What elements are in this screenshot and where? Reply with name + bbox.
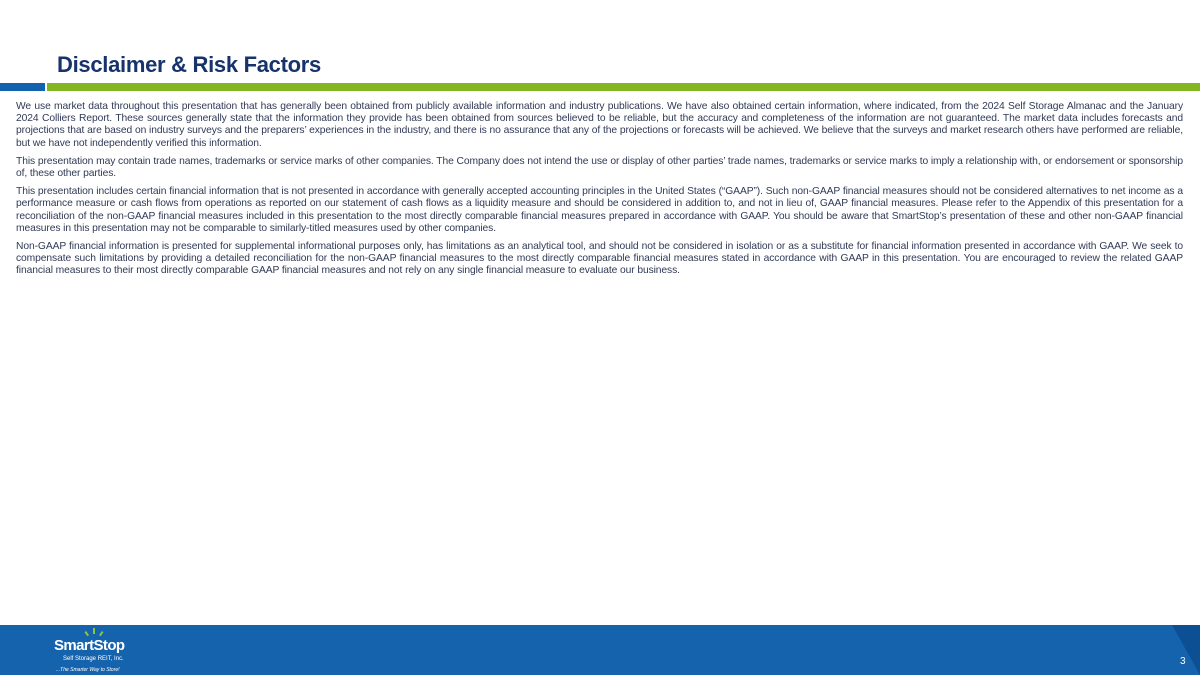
footer-bar — [0, 625, 1200, 675]
title-rule-green — [47, 83, 1200, 91]
page-title: Disclaimer & Risk Factors — [57, 52, 321, 77]
logo-tagline: ...The Smarter Way to Store! — [56, 667, 120, 673]
paragraph-market-data: We use market data throughout this presentation that has generally been obtained from publicly available information and industry publications. We have also obtained certain information, where indicated, from the 2024 Self Storage Almanac and the January 2024 Colliers Report. These sources generally state that the information they provide has been obtained from sources believed to be reliable, but the accuracy and completeness of the information are not guaranteed. The market data includes forecasts and projections that are based on industry surveys and the preparers’ experiences in the industry, and there is no assurance that any of the projections or forecasts will be achieved. We believe that the surveys and market research others have performed are reliable, but we have not independently verified this information. — [16, 101, 1183, 149]
paragraph-non-gaap-limitations: Non-GAAP financial information is presented for supplemental informational purposes only, has limitations as an analytical tool, and should not be considered in isolation or as a substitute for financial information presented in accordance with GAAP. We seek to compensate such limitations by providing a detailed reconciliation for the non-GAAP financial measures to the most directly comparable financial measures stated in accordance with GAAP in this presentation. You are encouraged to review the related GAAP financial measures to their most directly comparable GAAP financial measures and not rely on any single financial measure to evaluate our business. — [16, 241, 1183, 277]
logo-company-name: Self Storage REIT, Inc. — [63, 656, 124, 662]
logo-wordmark: SmartStop — [54, 637, 125, 654]
smartstop-logo — [54, 628, 174, 674]
paragraph-trademarks: This presentation may contain trade names, trademarks or service marks of other companies. The Company does not intend the use or display of other parties’ trade names, trademarks or service marks to imply a relationship with, or endorsement or sponsorship of, these other parties. — [16, 155, 1183, 180]
paragraph-non-gaap: This presentation includes certain financial information that is not presented in accordance with generally accepted accounting principles in the United States (“GAAP”). Such non-GAAP financial measures should not be considered alternatives to net income as a performance measure or cash flows from operations as reported on our statement of cash flows as a liquidity measure and should be considered in addition to, and not in lieu of, GAAP financial measures. Please refer to the Appendix of this presentation for a reconciliation of the non-GAAP financial measures included in this presentation to the most directly comparable financial measures prepared in accordance with GAAP. You should be aware that SmartStop’s presentation of these and other non-GAAP financial measures in this presentation may not be comparable to similarly-titled measures used by other companies. — [16, 186, 1183, 234]
title-rule-blue — [0, 83, 45, 91]
disclaimer-body — [16, 101, 1183, 284]
page-number: 3 — [1180, 656, 1186, 667]
footer-accent — [1172, 625, 1200, 675]
